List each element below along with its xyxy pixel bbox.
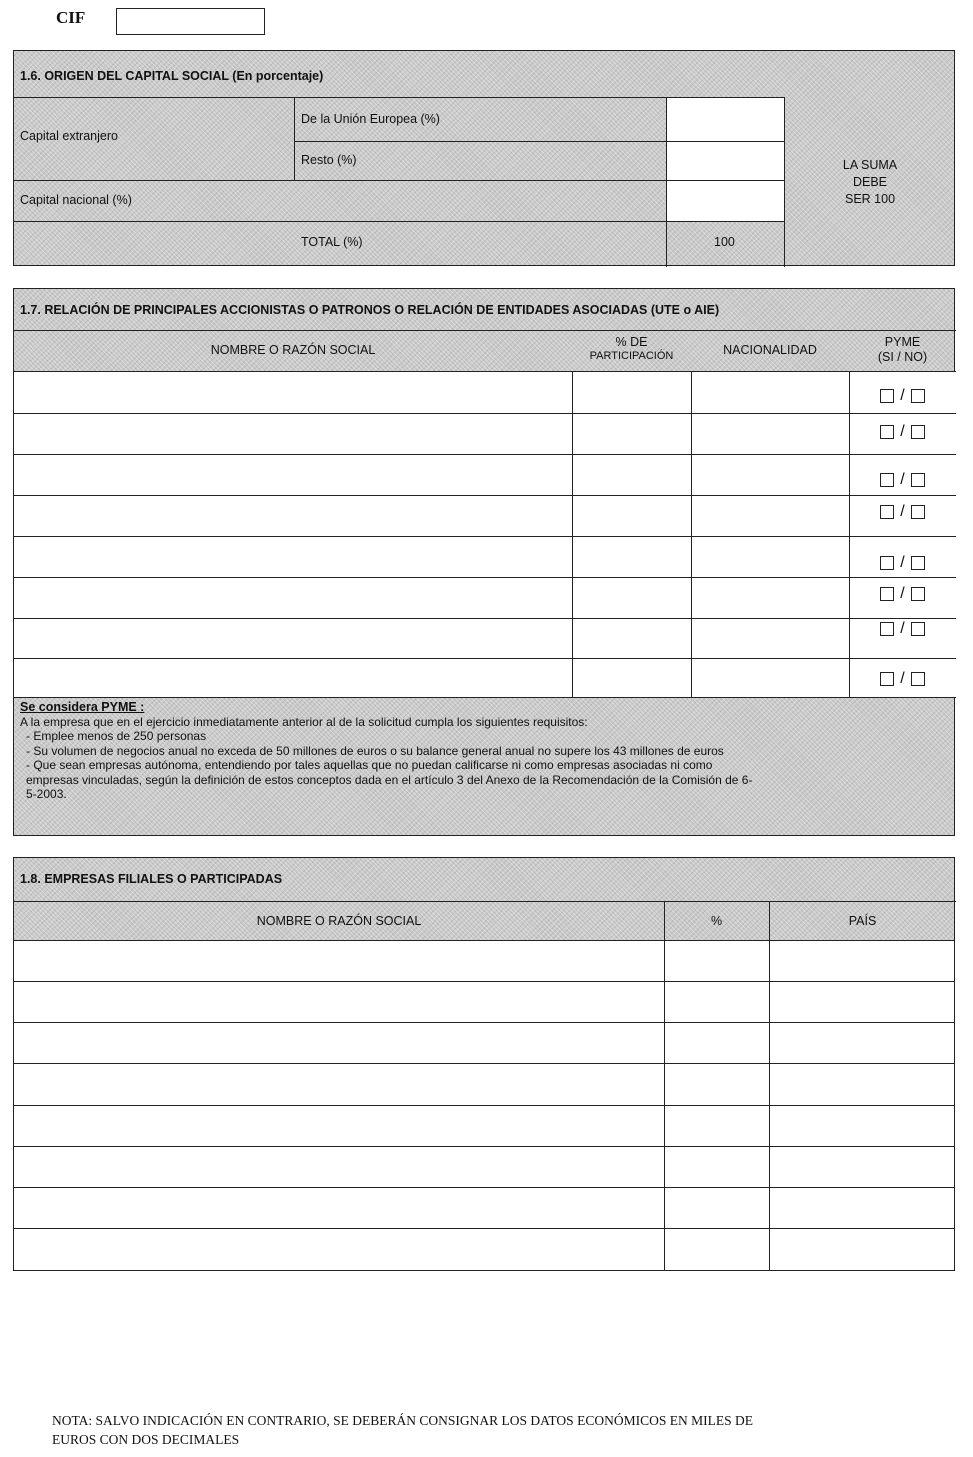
col-header-line: % DE: [615, 335, 648, 349]
footer-note: [52, 1411, 753, 1449]
section-18: [13, 857, 955, 941]
table-row[interactable]: [14, 454, 956, 495]
divider: [14, 221, 784, 222]
table-row[interactable]: [14, 413, 956, 454]
section-17: [13, 288, 955, 836]
pyme-choice: [849, 413, 956, 451]
pyme-si-checkbox[interactable]: [880, 389, 894, 403]
subsidiaries-table: [13, 940, 955, 1271]
pyme-no-checkbox[interactable]: [911, 672, 925, 686]
table-row[interactable]: [14, 618, 956, 658]
pyme-note-line: A la empresa que en el ejercicio inmediatamente anterior al de la solicitud cumpla los siguientes requisitos:: [20, 714, 588, 729]
col-header-nacionalidad: NACIONALIDAD: [723, 343, 817, 357]
table-row[interactable]: [14, 577, 956, 618]
col-header-line: PARTICIPACIÓN: [589, 350, 674, 362]
table-row[interactable]: [14, 495, 956, 536]
union-europea-label: De la Unión Europea (%): [301, 112, 440, 126]
divider: [294, 97, 295, 180]
pyme-choice: [849, 577, 956, 611]
pyme-note: [20, 700, 952, 802]
cif-field[interactable]: [116, 8, 265, 35]
col-header-pais: PAÍS: [848, 914, 877, 928]
pyme-note-title: Se considera PYME :: [20, 700, 145, 714]
suma-note-line: SER 100: [844, 192, 896, 206]
shareholders-table: [14, 371, 956, 698]
suma-note-line: DEBE: [852, 175, 888, 189]
table-row[interactable]: [14, 536, 956, 577]
pyme-choice: [849, 612, 956, 646]
pyme-si-checkbox[interactable]: [880, 622, 894, 636]
section-17-title: 1.7. RELACIÓN DE PRINCIPALES ACCIONISTAS O PATRONOS O RELACIÓN DE ENTIDADES ASOCIADAS (UTE o AIE): [20, 303, 720, 317]
table-row[interactable]: [14, 372, 956, 413]
pyme-choice: [849, 662, 956, 696]
suma-note-line: LA SUMA: [842, 158, 898, 172]
col-header-pyme: [849, 335, 956, 365]
resto-label: Resto (%): [301, 153, 357, 167]
pyme-no-checkbox[interactable]: [911, 587, 925, 601]
footer-note-line: EUROS CON DOS DECIMALES: [52, 1432, 240, 1447]
table-row[interactable]: [14, 1187, 954, 1228]
table-row[interactable]: [14, 1022, 954, 1063]
col-header-pct: %: [710, 914, 723, 928]
col-header-line: (SI / NO): [877, 350, 928, 364]
suma-note: [785, 157, 955, 208]
slash-separator: /: [900, 471, 905, 488]
pyme-no-checkbox[interactable]: [911, 556, 925, 570]
pyme-si-checkbox[interactable]: [880, 473, 894, 487]
pyme-note-line: - Que sean empresas autónoma, entendiendo por tales aquellas que no puedan calificarse ni como empresas asociadas ni como: [26, 758, 713, 772]
slash-separator: /: [900, 554, 905, 571]
pyme-no-checkbox[interactable]: [911, 473, 925, 487]
table-row[interactable]: [14, 1105, 954, 1146]
pyme-si-checkbox[interactable]: [880, 505, 894, 519]
pyme-no-checkbox[interactable]: [911, 389, 925, 403]
cif-label: CIF: [56, 8, 86, 27]
pyme-choice: [849, 380, 956, 412]
union-europea-input[interactable]: [667, 98, 784, 141]
slash-separator: /: [900, 387, 905, 404]
col-header-line: PYME: [884, 335, 921, 349]
pyme-si-checkbox[interactable]: [880, 556, 894, 570]
resto-input[interactable]: [667, 142, 784, 180]
pyme-si-checkbox[interactable]: [880, 425, 894, 439]
section-16: [13, 50, 955, 266]
table-row[interactable]: [14, 658, 956, 698]
pyme-si-checkbox[interactable]: [880, 672, 894, 686]
table-row[interactable]: [14, 981, 954, 1022]
footer-note-line: NOTA: SALVO INDICACIÓN EN CONTRARIO, SE DEBERÁN CONSIGNAR LOS DATOS ECONÓMICOS EN MILES DE: [52, 1413, 753, 1428]
pyme-no-checkbox[interactable]: [911, 505, 925, 519]
pyme-note-line: - Su volumen de negocios anual no exceda de 50 millones de euros o su balance general anual no supere los 43 millones de euros: [26, 743, 724, 758]
section-16-title: 1.6. ORIGEN DEL CAPITAL SOCIAL (En porcentaje): [20, 69, 324, 83]
capital-nacional-label: Capital nacional (%): [20, 193, 132, 207]
table-row[interactable]: [14, 1146, 954, 1187]
col-header-participacion: [572, 335, 691, 363]
capital-extranjero-label: Capital extranjero: [20, 129, 118, 143]
slash-separator: /: [900, 423, 905, 440]
pyme-note-line: empresas vinculadas, según la definición de estos conceptos dada en el artículo 3 del Anexo de la Recomendación de la Comisión de 6-: [26, 772, 753, 787]
section-18-title: 1.8. EMPRESAS FILIALES O PARTICIPADAS: [20, 872, 283, 886]
table-row[interactable]: [14, 941, 954, 981]
slash-separator: /: [900, 503, 905, 520]
pyme-no-checkbox[interactable]: [911, 425, 925, 439]
pyme-choice: [849, 495, 956, 529]
table-row[interactable]: [14, 1228, 954, 1270]
capital-nacional-input[interactable]: [667, 181, 784, 221]
pyme-note-line: - Emplee menos de 250 personas: [26, 729, 207, 743]
divider: [14, 330, 956, 331]
slash-separator: /: [900, 670, 905, 687]
total-label: TOTAL (%): [301, 235, 363, 249]
col-header-nombre: NOMBRE O RAZÓN SOCIAL: [256, 914, 422, 928]
pyme-no-checkbox[interactable]: [911, 622, 925, 636]
table-row[interactable]: [14, 1063, 954, 1105]
total-value: 100: [714, 235, 735, 249]
slash-separator: /: [900, 585, 905, 602]
slash-separator: /: [900, 620, 905, 637]
col-header-nombre: NOMBRE O RAZÓN SOCIAL: [210, 343, 376, 357]
pyme-choice: [849, 464, 956, 496]
pyme-choice: [849, 546, 956, 580]
pyme-note-line: 5-2003.: [26, 787, 67, 801]
divider: [14, 901, 956, 902]
pyme-si-checkbox[interactable]: [880, 587, 894, 601]
